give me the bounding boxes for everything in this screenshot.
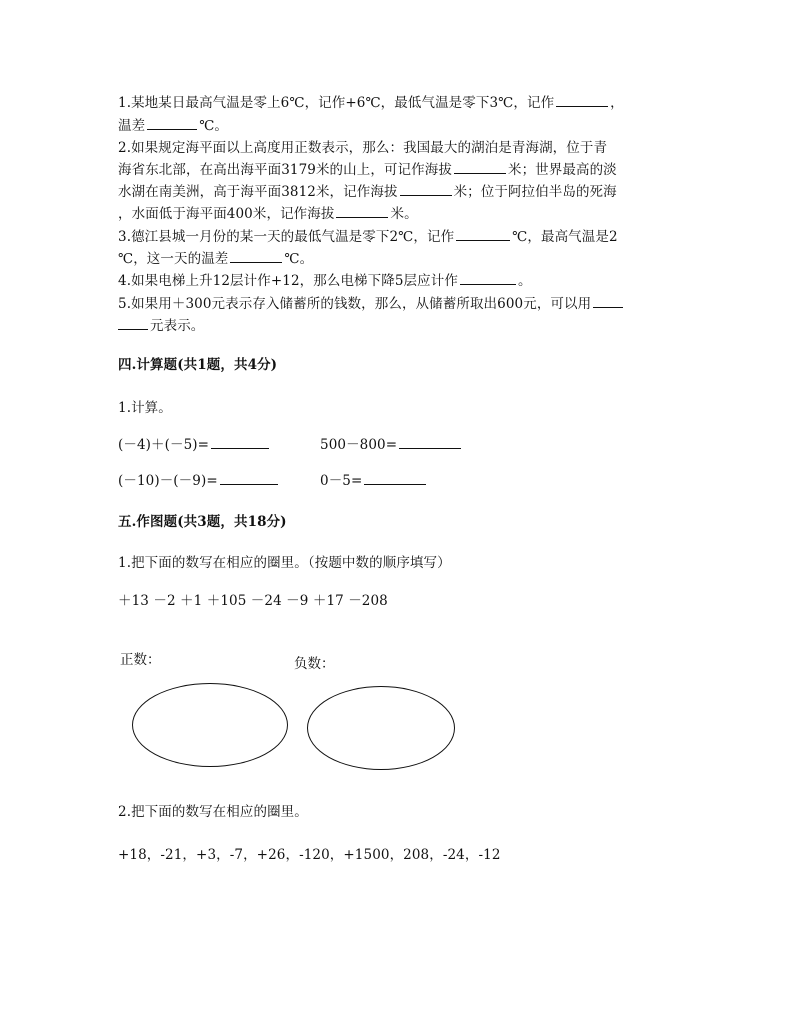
q5-text-1: 5.如果用＋300元表示存入储蓄所的钱数，那么，从储蓄所取出600元，可以用 [118, 296, 592, 312]
q4-line [118, 270, 532, 292]
q2-blank-2[interactable] [400, 181, 452, 196]
section5-q2-title: 2.把下面的数写在相应的圈里。 [118, 804, 308, 820]
q1-text: 1.某地某日最高气温是零上6℃，记作+6℃，最低气温是零下3℃，记作 [118, 95, 555, 111]
q2-text-2: 海省东北部，在高出海平面3179米的山上，可记作海拔 [118, 162, 452, 178]
q1-blank-1[interactable] [556, 92, 608, 107]
q4-text-end: 。 [517, 273, 532, 289]
q1-blank-2[interactable] [147, 115, 197, 130]
section5-q2-numbers: +18，-21，+3，-7，+26，-120，+1500，208，-24，-12 [118, 847, 501, 863]
q3-text-1b: ℃，最高气温是2 [512, 229, 618, 245]
q3-blank-1[interactable] [456, 226, 510, 241]
q3-text-2b: ℃。 [284, 251, 314, 267]
section4-heading: 四.计算题(共1题，共4分) [118, 357, 278, 373]
q5-blank-part-1[interactable] [593, 293, 623, 308]
q5-blank-part-2[interactable] [118, 315, 148, 330]
q2-text-1: 2.如果规定海平面以上高度用正数表示，那么：我国最大的湖泊是青海湖，位于青 [118, 140, 608, 156]
q2-text-3: 水湖在南美洲，高于海平面3812米，记作海拔 [118, 184, 398, 200]
calc-expr-2: 500－800= [320, 437, 398, 453]
calc-expr-1: (－4)＋(－5)= [118, 437, 210, 453]
q2-line-1 [118, 137, 607, 159]
q2-line-2 [118, 159, 617, 181]
q1-text-end: ， [610, 95, 624, 111]
q3-text-2: ℃，这一天的温差 [118, 251, 229, 267]
section5-q1-title: 1.把下面的数写在相应的圈里。（按题中数的顺序填写） [118, 555, 451, 571]
calc-row-1-right [320, 434, 463, 456]
q1-line-1 [118, 92, 624, 114]
calc-row-2 [118, 470, 280, 492]
q4-blank[interactable] [460, 270, 516, 285]
q2-text-3b: 米；位于阿拉伯半岛的死海 [453, 184, 617, 200]
positive-label: 正数： [120, 652, 161, 668]
q2-text-2b: 米；世界最高的淡 [507, 162, 617, 178]
q2-line-4 [118, 203, 418, 225]
calc-blank-4[interactable] [364, 470, 426, 485]
section5-q1-numbers: ＋13 －2 ＋1 ＋105 －24 －9 ＋17 －208 [118, 593, 388, 609]
q2-line-3 [118, 181, 617, 203]
calc-blank-1[interactable] [211, 434, 269, 449]
q5-line-1 [118, 293, 625, 315]
q3-blank-2[interactable] [230, 248, 282, 263]
q3-line-2 [118, 248, 313, 270]
calc-row-2-right [320, 470, 428, 492]
negative-label: 负数： [294, 656, 335, 672]
calc-blank-2[interactable] [399, 434, 461, 449]
q2-text-4b: 米。 [390, 206, 418, 222]
q3-line-1 [118, 226, 618, 248]
q3-text-1: 3.德江县城一月份的某一天的最低气温是零下2℃，记作 [118, 229, 455, 245]
calc-expr-4: 0－5= [320, 473, 363, 489]
negative-circle[interactable] [307, 686, 455, 770]
section4-q1-title: 1.计算。 [118, 400, 172, 416]
calc-blank-3[interactable] [220, 470, 278, 485]
q1-line-2 [118, 115, 228, 137]
q1-text-2: 温差 [118, 118, 146, 134]
q5-line-2 [118, 315, 204, 337]
q2-text-4: ，水面低于海平面400米，记作海拔 [118, 206, 335, 222]
q2-blank-3[interactable] [336, 203, 388, 218]
calc-expr-3: (－10)－(－9)= [118, 473, 218, 489]
q4-text: 4.如果电梯上升12层计作+12，那么电梯下降5层应计作 [118, 273, 458, 289]
positive-circle[interactable] [132, 683, 288, 767]
calc-row-1 [118, 434, 271, 456]
q5-text-2: 元表示。 [150, 318, 205, 334]
q2-blank-1[interactable] [454, 159, 506, 174]
q1-unit: ℃。 [199, 118, 229, 134]
section5-heading: 五.作图题(共3题，共18分) [118, 514, 287, 530]
